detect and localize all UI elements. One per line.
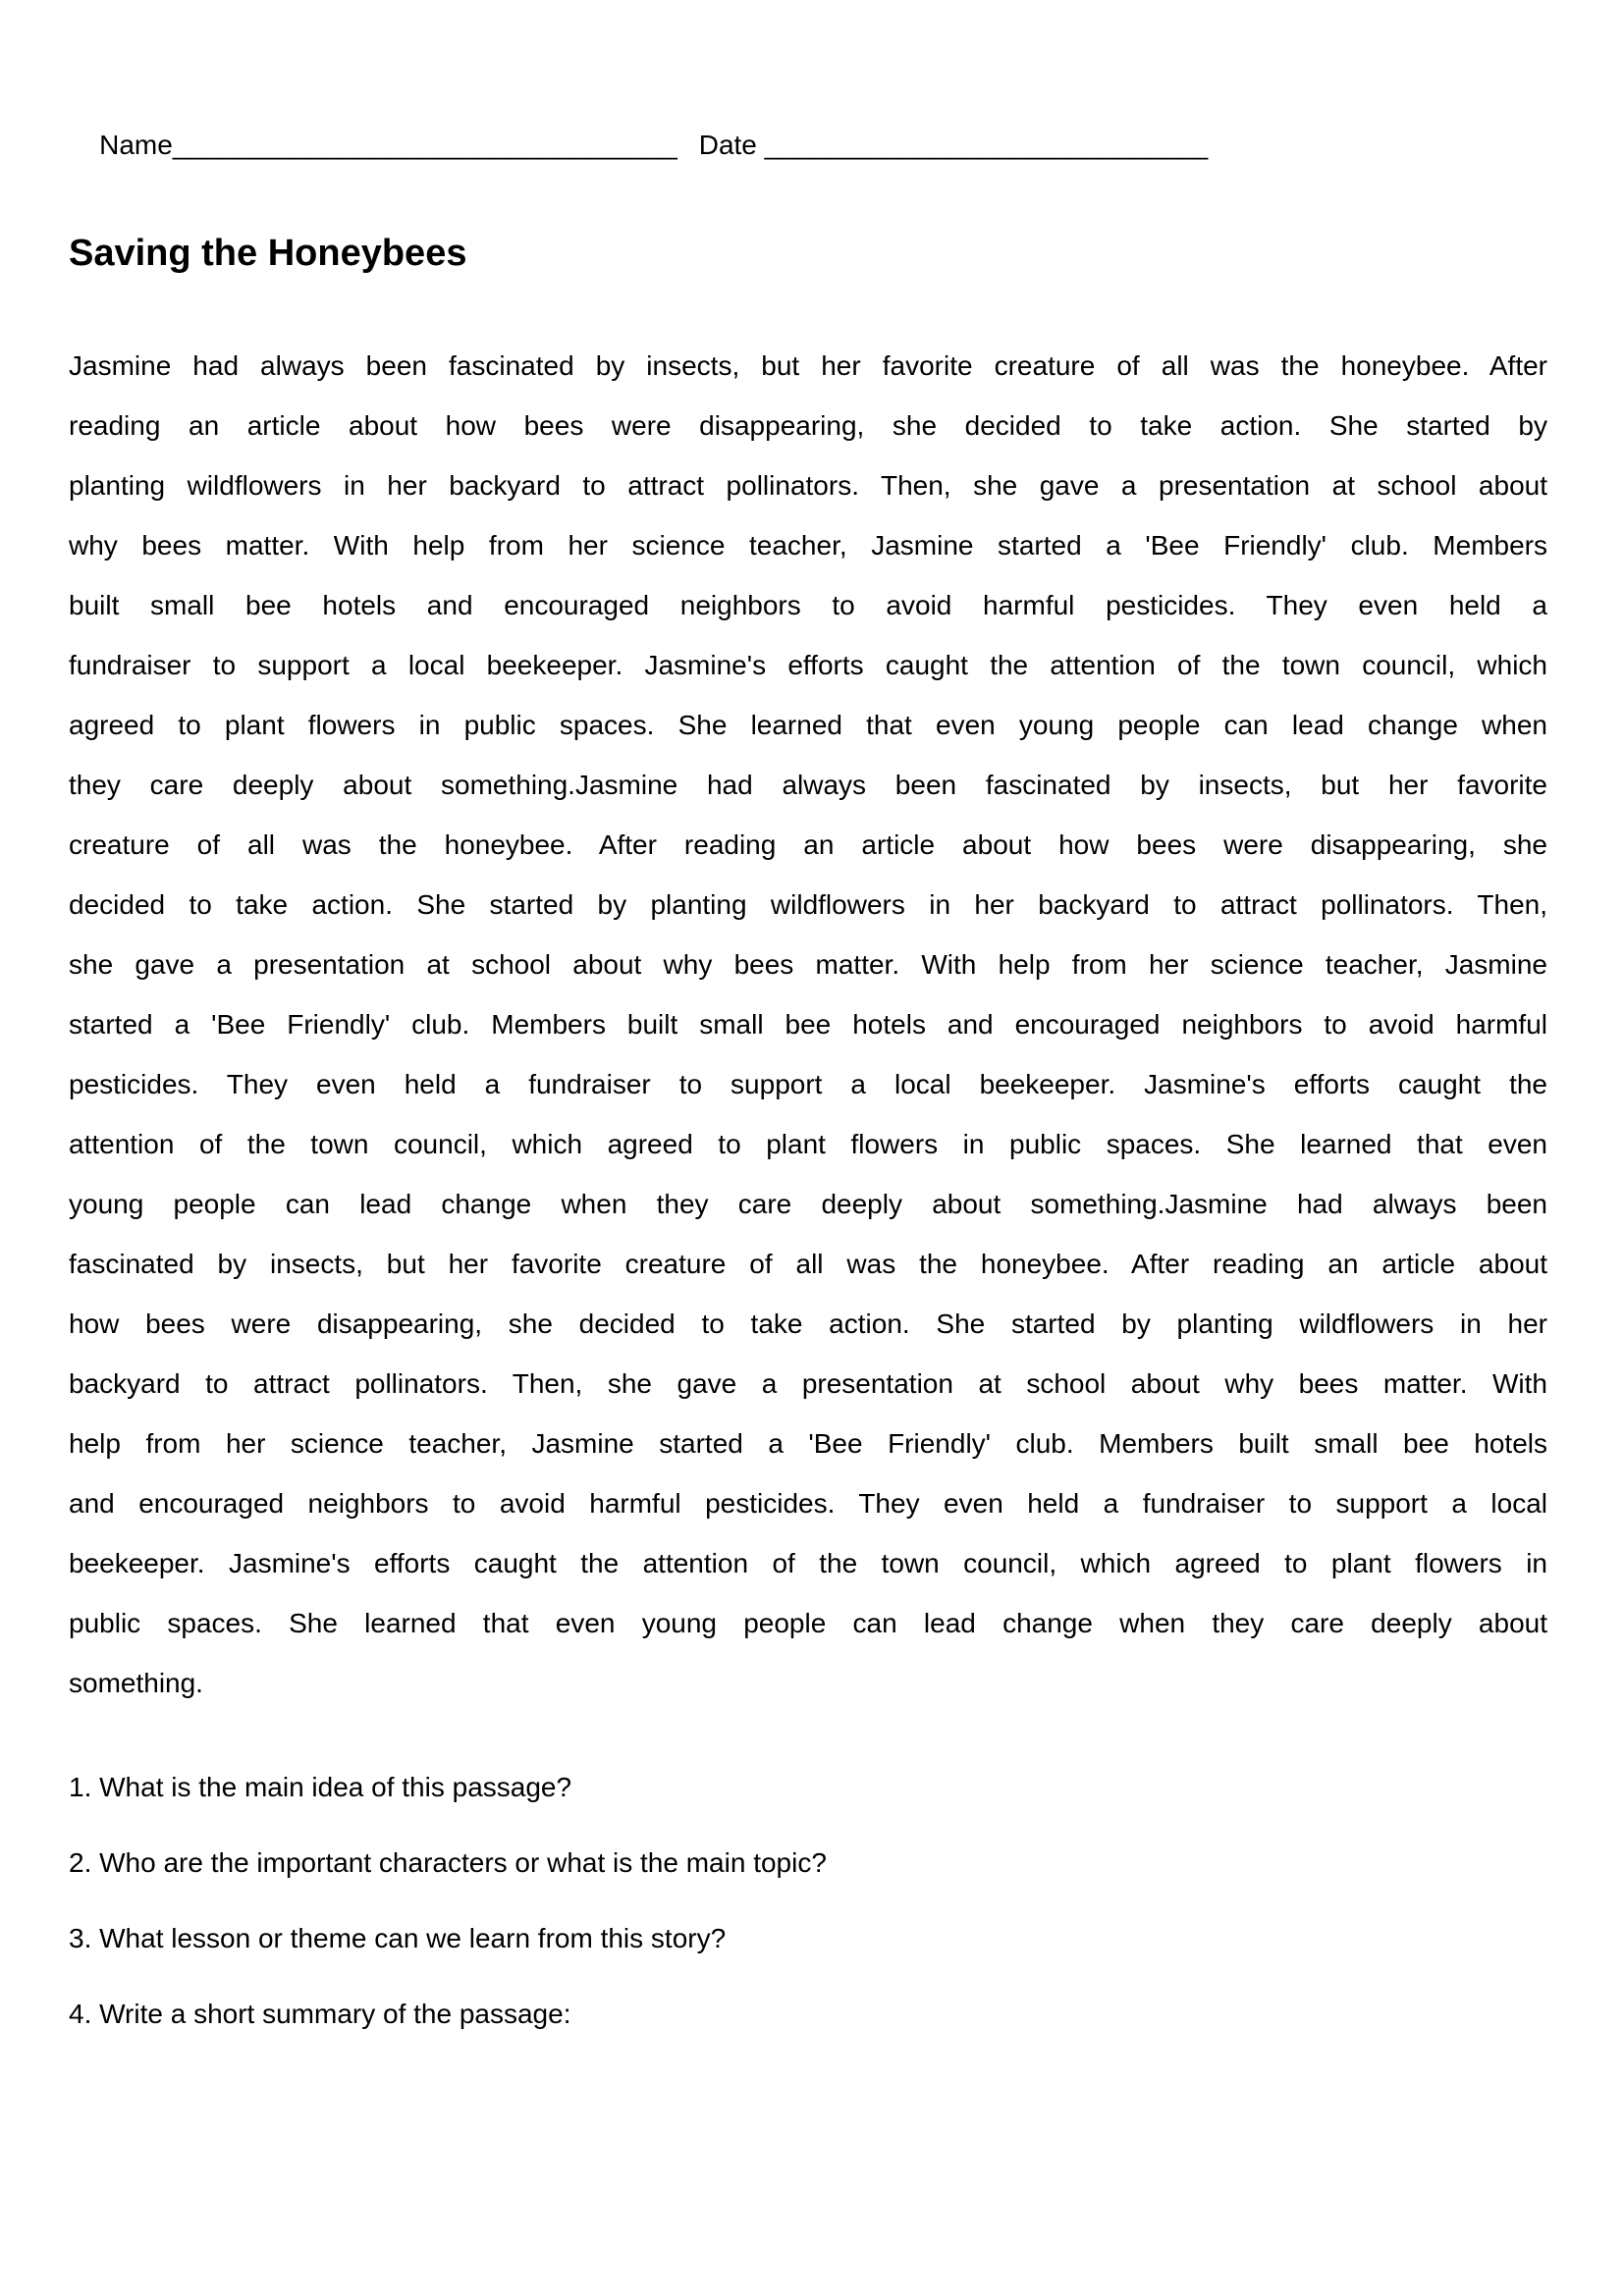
date-label: Date — [698, 130, 765, 160]
passage-text: Jasmine had always been fascinated by insects, but her favorite creature of all was the honeybee. After reading an article about how bees were disappearing, she decided to take action. She started by planting wildflowers in her backyard to attract pollinators. Then, she gave a presentation at school about why bees matter. With help from her science teacher, Jasmine started a 'Bee Friendly' club. Members built small bee hotels and encouraged neighbors to avoid harmful pesticides. They even held a fundraiser to support a local beekeeper. Jasmine's efforts caught the attention of the town council, which agreed to plant flowers in public spaces. She learned that even young people can lead change when they care deeply about something.Jasmine had always been fascinated by insects, but her favorite creature of all was the honeybee. After reading an article about how bees were disappearing, she decided to take action. She started by planting wildflowers in her backyard to attract pollinators. Then, she gave a presentation at school about why bees matter. With help from her science teacher, Jasmine started a 'Bee Friendly' club. Members built small bee hotels and encouraged neighbors to avoid harmful pesticides. They even held a fundraiser to support a local beekeeper. Jasmine's efforts caught the attention of the town council, which agreed to plant flowers in public spaces. She learned that even young people can lead change when they care deeply about something.Jasmine had always been fascinated by insects, but her favorite creature of all was the honeybee. After reading an article about how bees were disappearing, she decided to take action. She started by planting wildflowers in her backyard to attract pollinators. Then, she gave a presentation at school about why bees matter. With help from her science teacher, Jasmine started a 'Bee Friendly' club. Members built small bee hotels and encouraged neighbors to avoid harmful pesticides. They even held a fundraiser to support a local beekeeper. Jasmine's efforts caught the attention of the town council, which agreed to plant flowers in public spaces. She learned that even young people can lead change when they care deeply about something. — [69, 350, 1547, 1698]
name-field — [99, 130, 677, 160]
question-item-2: 2. Who are the important characters or what is the main topic? — [69, 1847, 827, 1878]
name-date-row — [69, 98, 1547, 192]
date-field — [699, 130, 1209, 160]
question-item-3: 3. What lesson or theme can we learn from this story? — [69, 1923, 727, 1953]
question-item-1: 1. What is the main idea of this passage? — [69, 1772, 572, 1802]
question-item-4: 4. Write a short summary of the passage: — [69, 1999, 571, 2029]
name-label: Name — [99, 130, 173, 160]
date-blank-line: _____________________________ — [764, 130, 1209, 160]
page-title: Saving the Honeybees — [69, 233, 467, 274]
name-blank-line: _________________________________ — [172, 130, 677, 160]
questions-list — [69, 1772, 1547, 2030]
